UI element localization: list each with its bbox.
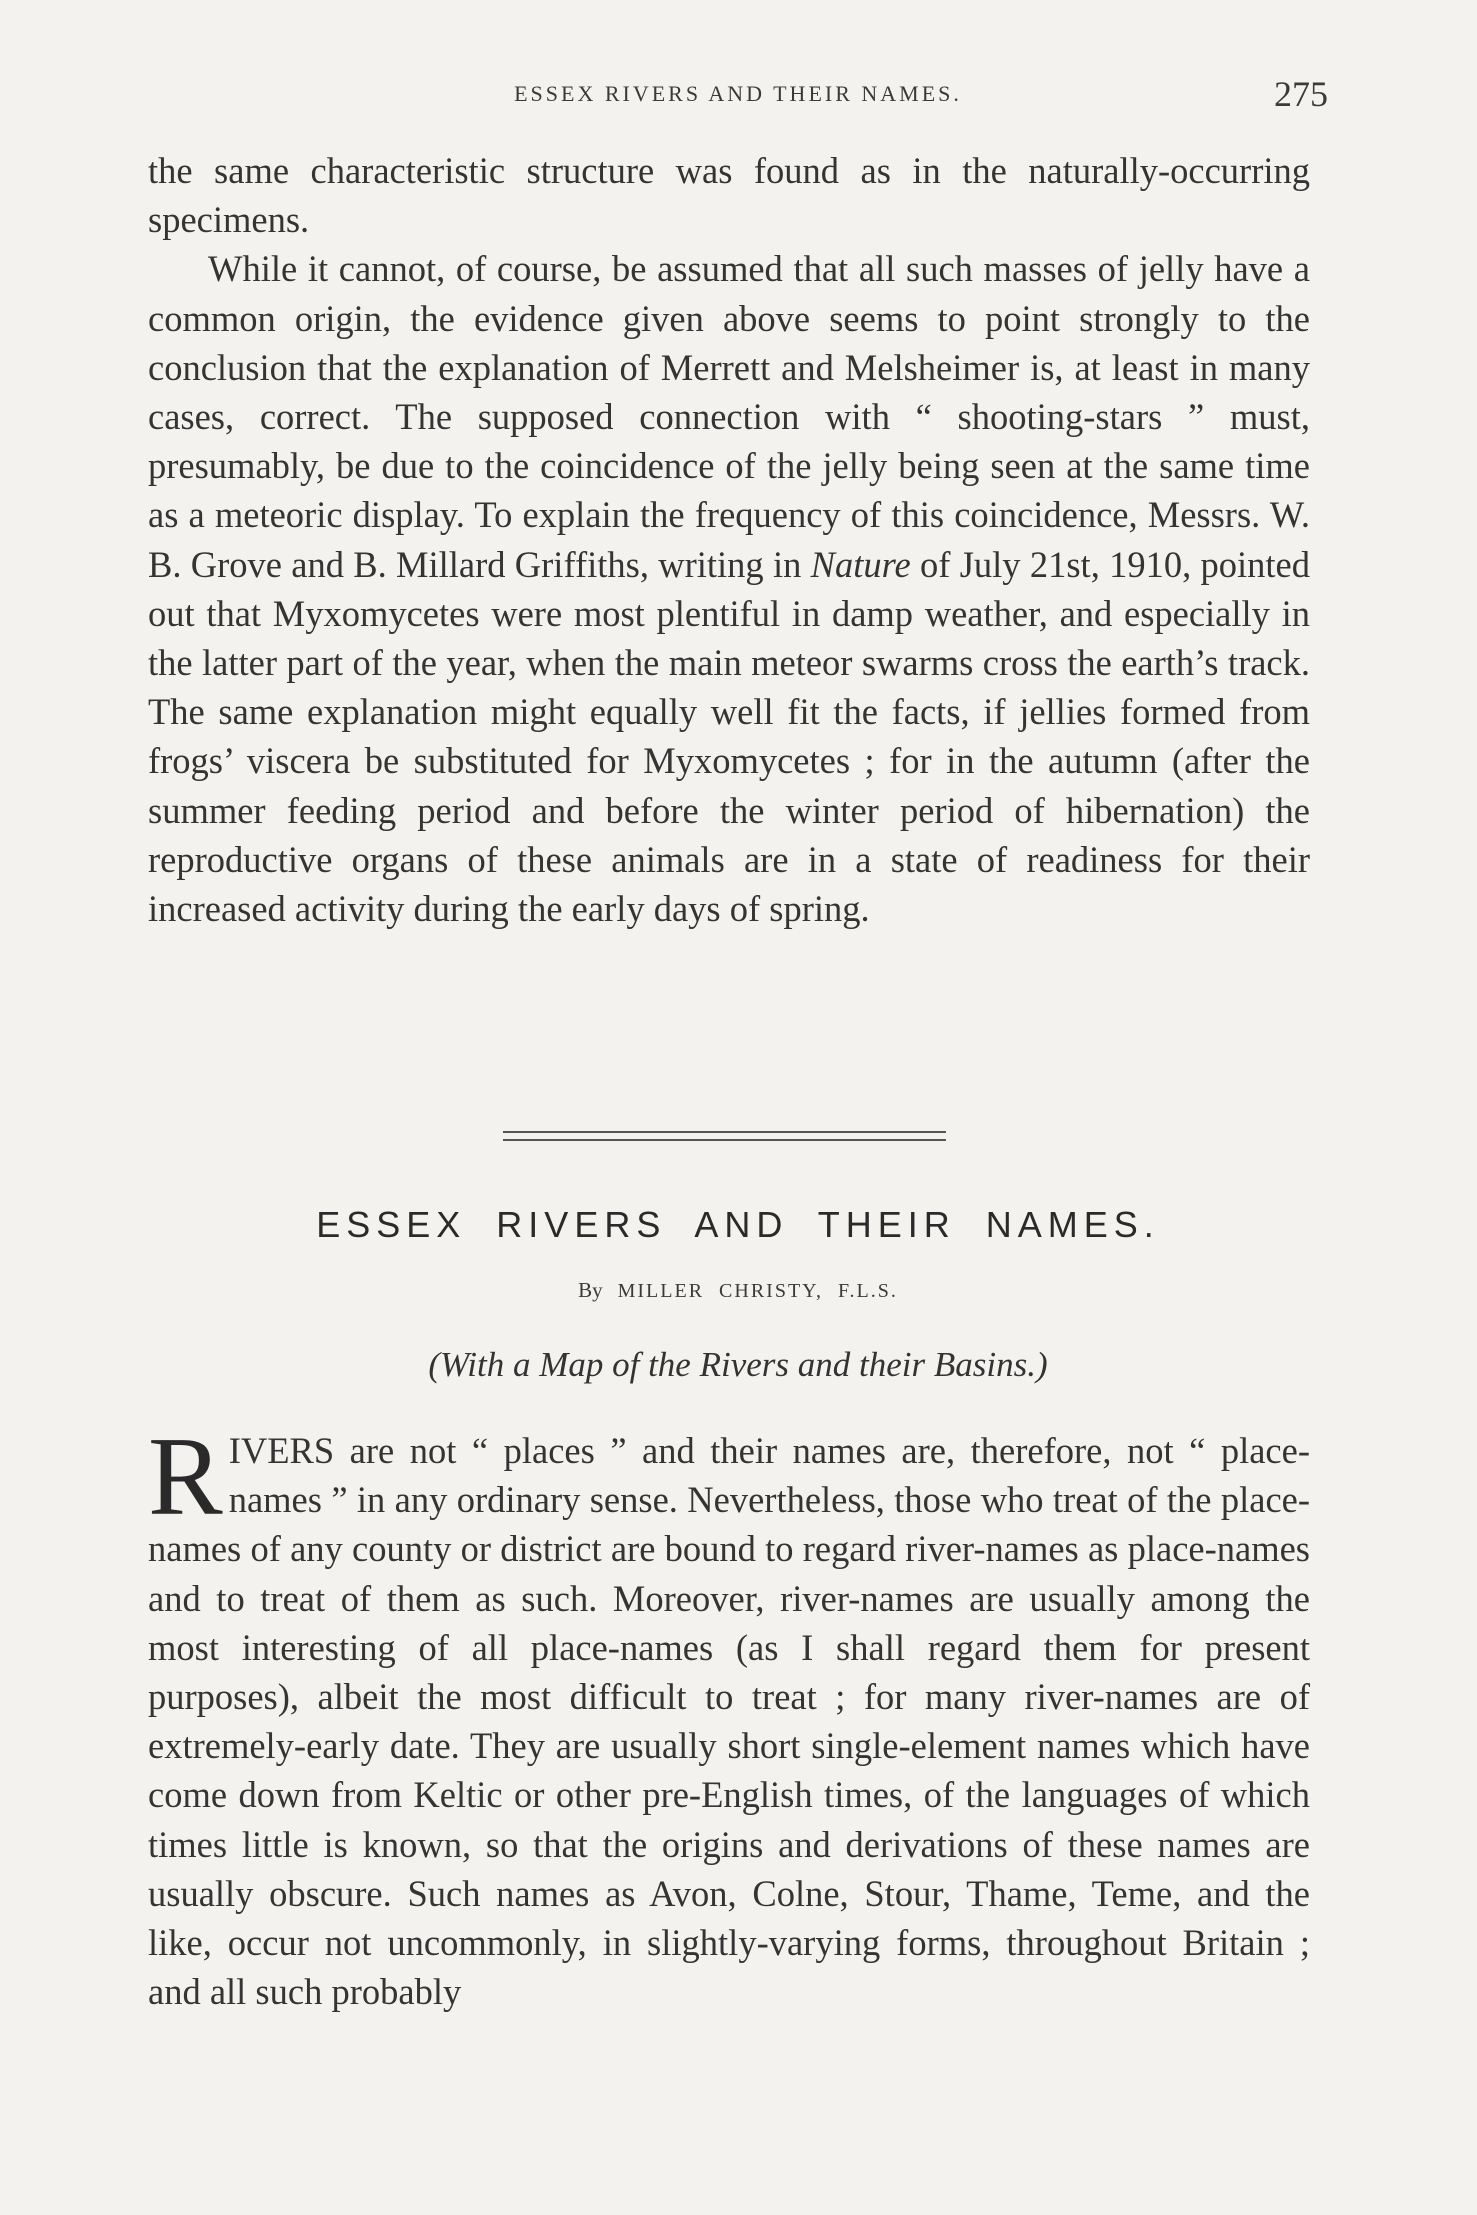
running-title: ESSEX RIVERS AND THEIR NAMES. — [514, 81, 962, 106]
paragraph-text: While it cannot, of course, be assumed that all such masses of jelly have a common origin, the evidence given above seems to point strongly to the conclusion that the explanation of Merrett and Melsheimer is, at least in many cases, correct. The supposed connection with “ shooting-stars ” must, presumably, be due to the coincidence of the jelly being seen at the same time as a meteoric display. To explain the frequency of this coincidence, Messrs. W. B. Grove and B. Millard Griffiths, writing in — [148, 248, 1310, 585]
continued-text — [148, 146, 1310, 933]
section-divider — [503, 1131, 946, 1141]
article-title: ESSEX RIVERS AND THEIR NAMES. — [316, 1204, 1160, 1245]
page-number: 275 — [1274, 74, 1328, 114]
paragraph — [148, 244, 1310, 933]
paragraph-text: of July 21st, 1910, pointed out that Myxomycetes were most plentiful in damp weather, and especially in the latter part of the year, when the main meteor swarms cross the earth’s track. The same explanation might equally well fit the facts, if jellies formed from frogs’ viscera be substituted for Myxomycetes ; for in the autumn (after the summer feeding period and before the winter period of hibernation) the reproductive organs of these animals are in a state of readiness for their increased activity during the early days of spring. — [148, 543, 1311, 930]
drop-cap: R — [148, 1415, 223, 1539]
running-head — [148, 74, 1328, 114]
paragraph: the same characteristic structure was found as in the naturally-occurring specimens. — [148, 150, 1310, 241]
byline — [148, 1273, 1328, 1308]
article-subtitle: (With a Map of the Rivers and their Basins.) — [428, 1345, 1048, 1384]
byline-prefix: By — [578, 1278, 603, 1302]
author-name: MILLER CHRISTY, F.L.S. — [617, 1280, 898, 1302]
journal-title: Nature — [810, 543, 911, 585]
paragraph — [148, 1415, 1310, 2016]
paragraph-text: IVERS are not “ places ” and their names are, therefore, not “ place-names ” in any ordinary sense. Nevertheless, those who treat of the place-names of any county or district are bound to regard river-names as place-names and to treat of them as such. Moreover, river-names are usually among the most interesting of all place-names (as I shall regard them for present purposes), albeit the most difficult to treat ; for many river-names are of extremely-early date. They are usually short single-element names which have come down from Keltic or other pre-English times, of the languages of which times little is known, so that the origins and derivations of these names are usually obscure. Such names as Avon, Colne, Stour, Thame, Teme, and the like, occur not uncommonly, in slightly-varying forms, throughout Britain ; and all such probably — [148, 1430, 1310, 2013]
article-body — [148, 1415, 1310, 2016]
